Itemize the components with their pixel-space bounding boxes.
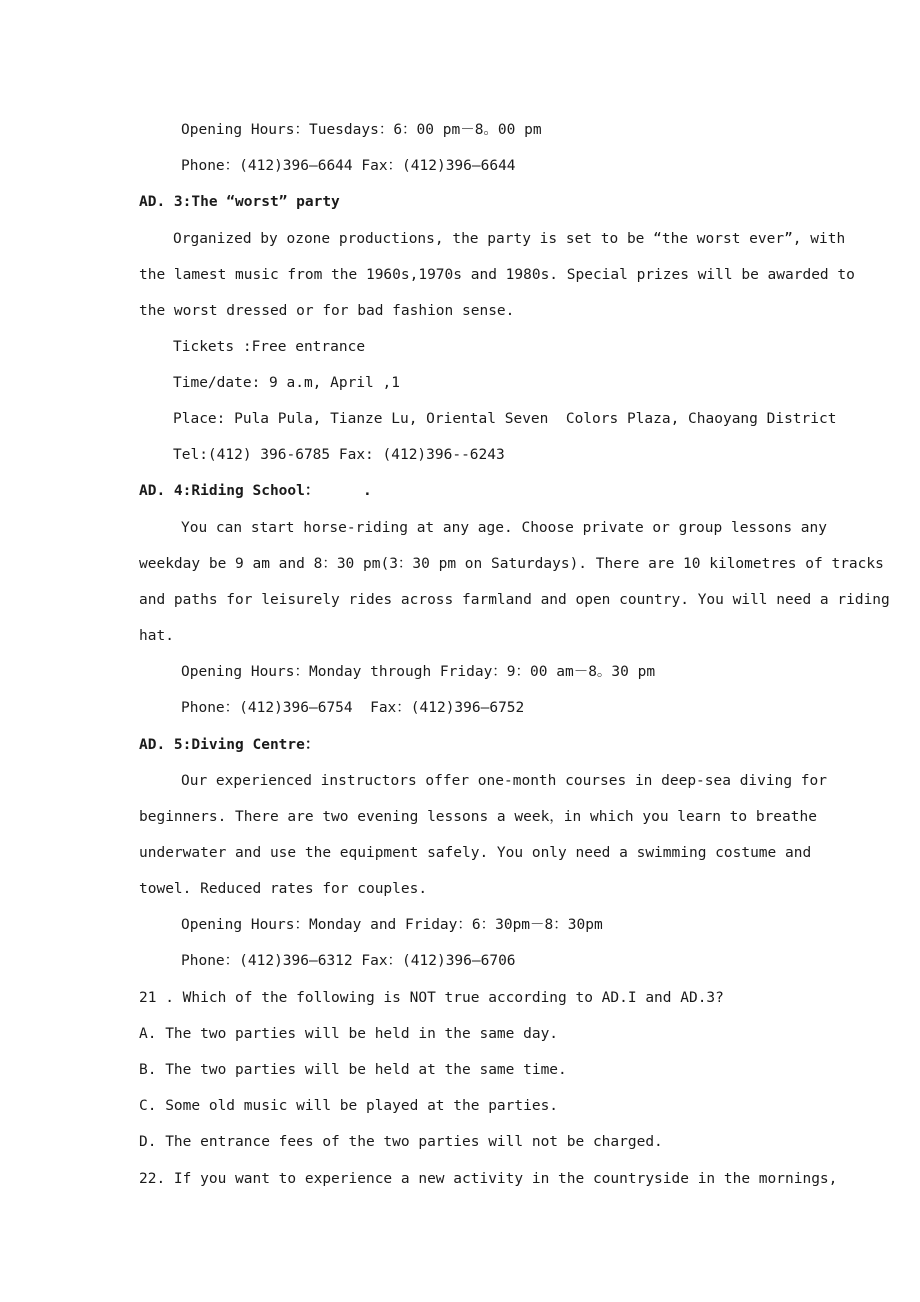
ad3-body-line: the worst dressed or for bad fashion sense. — [139, 303, 515, 319]
ad5-body-line: underwater and use the equipment safely. You only need a swimming costume and — [139, 845, 812, 861]
ad2-phone: Phone：(412)396—6644 Fax：(412)396—6644 — [181, 158, 516, 174]
question-21-option-a: A. The two parties will be held in the same day. — [139, 1026, 559, 1042]
ad5-body-line: beginners. There are two evening lessons a week，in which you learn to breathe — [139, 809, 817, 825]
ad3-place: Place: Pula Pula, Tianze Lu, Oriental Seven Colors Plaza, Chaoyang District — [173, 411, 837, 427]
ad2-opening-hours: Opening Hours：Tuesdays：6：00 pm－8。00 pm — [181, 122, 542, 138]
ad3-body-line: the lamest music from the 1960s,1970s and 1980s. Special prizes will be awarded to — [139, 267, 855, 283]
question-21-option-d: D. The entrance fees of the two parties will not be charged. — [139, 1134, 663, 1150]
ad5-body-line: Our experienced instructors offer one-month courses in deep-sea diving for — [181, 773, 828, 789]
ad4-heading: AD. 4:Riding School： . — [139, 483, 372, 499]
ad4-phone: Phone：(412)396—6754 Fax：(412)396—6752 — [181, 700, 525, 716]
ad3-time: Time/date: 9 a.m, April ,1 — [173, 375, 400, 391]
ad3-heading: AD. 3:The “worst” party — [139, 194, 340, 210]
question-22-stem: 22. If you want to experience a new activity in the countryside in the mornings, — [139, 1171, 838, 1187]
ad4-body-line: and paths for leisurely rides across farmland and open country. You will need a riding — [139, 592, 890, 608]
ad3-tickets: Tickets :Free entrance — [173, 339, 366, 355]
question-21-option-b: B. The two parties will be held at the same time. — [139, 1062, 567, 1078]
ad4-body-line: You can start horse-riding at any age. Choose private or group lessons any — [181, 520, 828, 536]
question-21-stem: 21 . Which of the following is NOT true according to AD.I and AD.3? — [139, 990, 724, 1006]
ad5-opening-hours: Opening Hours：Monday and Friday：6：30pm－8：30pm — [181, 917, 603, 933]
ad5-body-line: towel. Reduced rates for couples. — [139, 881, 428, 897]
ad4-body-line: weekday be 9 am and 8：30 pm(3：30 pm on Saturdays). There are 10 kilometres of tracks — [139, 556, 884, 572]
ad5-heading: AD. 5:Diving Centre： — [139, 737, 320, 753]
ad4-body-line: hat. — [139, 628, 174, 644]
ad3-tel: Tel:(412) 396-6785 Fax: (412)396--6243 — [173, 447, 505, 463]
question-21-option-c: C. Some old music will be played at the parties. — [139, 1098, 559, 1114]
ad5-phone: Phone：(412)396—6312 Fax：(412)396—6706 — [181, 953, 516, 969]
ad4-opening-hours: Opening Hours：Monday through Friday：9：00 am－8。30 pm — [181, 664, 656, 680]
ad3-body-line: Organized by ozone productions, the party is set to be “the worst ever”, with — [173, 231, 846, 247]
